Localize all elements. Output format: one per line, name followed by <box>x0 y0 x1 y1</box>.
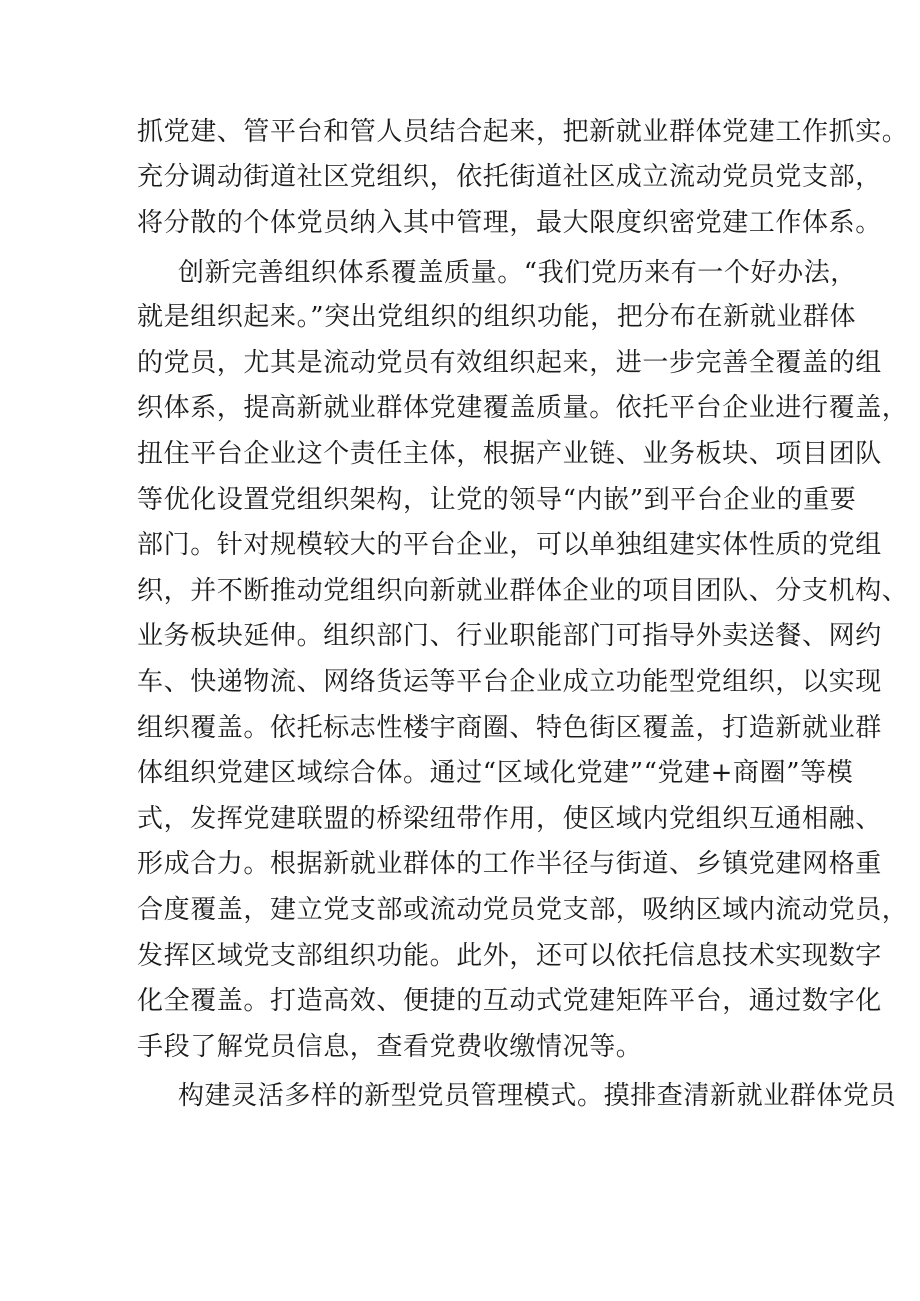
text-line: 充分调动街道社区党组织，依托街道社区成立流动党员党支部， <box>137 162 882 192</box>
text-line: 发挥区域党支部组织功能。此外，还可以依托信息技术实现数字 <box>137 941 882 971</box>
text-line: 就是组织起来。”突出党组织的组织功能，把分布在新就业群体 <box>137 302 857 332</box>
text-line: 将分散的个体党员纳入其中管理，最大限度织密党建工作体系。 <box>137 208 882 238</box>
text-line: 式，发挥党建联盟的桥梁纽带作用，使区域内党组织互通相融、 <box>137 804 882 834</box>
text-line: 车、快递物流、网络货运等平台企业成立功能型党组织，以实现 <box>137 667 882 697</box>
text-line: 织，并不断推动党组织向新就业群体企业的项目团队、分支机构、 <box>137 576 909 606</box>
text-line: 手段了解党员信息，查看党费收缴情况等。 <box>137 1032 643 1062</box>
text-line: 织体系，提高新就业群体党建覆盖质量。依托平台企业进行覆盖， <box>137 393 909 423</box>
text-line: 抓党建、管平台和管人员结合起来，把新就业群体党建工作抓实。 <box>137 117 909 147</box>
text-line: 组织覆盖。依托标志性楼宇商圈、特色街区覆盖，打造新就业群 <box>137 713 882 743</box>
text-line: 扭住平台企业这个责任主体，根据产业链、业务板块、项目团队 <box>137 439 882 469</box>
text-line: 体组织党建区域综合体。通过“区域化党建”“党建+商圈”等模 <box>137 758 854 788</box>
text-line: 创新完善组织体系覆盖质量。“我们党历来有一个好办法， <box>178 258 857 288</box>
text-line: 等优化设置党组织架构，让党的领导“内嵌”到平台企业的重要 <box>137 485 857 515</box>
text-line: 业务板块延伸。组织部门、行业职能部门可指导外卖送餐、网约 <box>137 621 882 651</box>
text-line: 部门。针对规模较大的平台企业，可以单独组建实体性质的党组 <box>137 530 882 560</box>
text-line: 的党员，尤其是流动党员有效组织起来，进一步完善全覆盖的组 <box>137 348 882 378</box>
text-line: 化全覆盖。打造高效、便捷的互动式党建矩阵平台，通过数字化 <box>137 986 882 1016</box>
text-line: 合度覆盖，建立党支部或流动党员党支部，吸纳区域内流动党员， <box>137 895 909 925</box>
text-line: 构建灵活多样的新型党员管理模式。摸排查清新就业群体党员 <box>178 1081 897 1111</box>
text-line: 形成合力。根据新就业群体的工作半径与街道、乡镇党建网格重 <box>137 849 882 879</box>
